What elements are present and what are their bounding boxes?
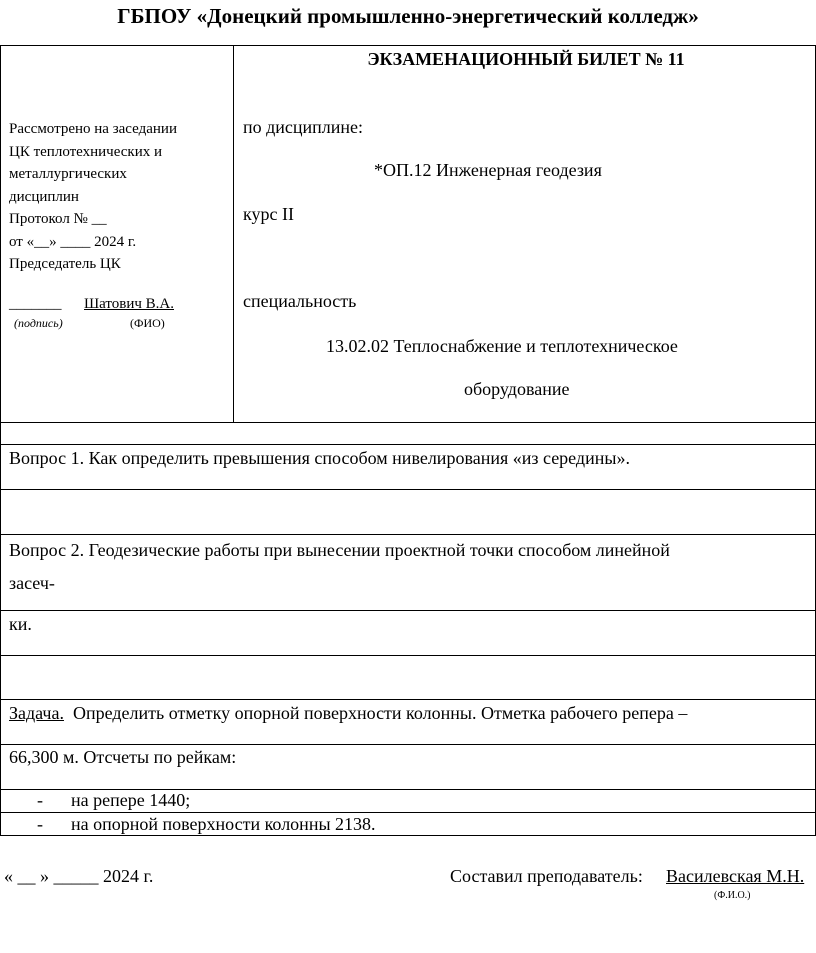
fio-caption: (ФИО) (130, 316, 165, 330)
task-continued: 66,300 м. Отсчеты по рейкам: (9, 747, 237, 767)
signature-caption: (подпись) (14, 316, 63, 330)
compiled-by-label: Составил преподаватель: (450, 866, 643, 886)
reading-benchmark: на репере 1440; (71, 790, 191, 810)
reading-column-surface: на опорной поверхности колонны 2138. (71, 814, 376, 834)
ticket-title: ЭКЗАМЕНАЦИОННЫЙ БИЛЕТ № 11 (367, 49, 685, 69)
row-divider (0, 422, 816, 423)
specialty-label: специальность (243, 291, 357, 311)
table-bottom-border (0, 835, 816, 836)
discipline-label: по дисциплине: (243, 117, 364, 137)
row-divider (0, 812, 816, 813)
row-divider (0, 744, 816, 745)
question-2-continued: засеч- (9, 573, 55, 593)
table-left-border (0, 45, 1, 835)
approval-line: ЦК теплотехнических и (9, 143, 163, 160)
row-divider (0, 534, 816, 535)
approval-line: металлургических (9, 166, 127, 182)
discipline-name: *ОП.12 Инженерная геодезия (374, 160, 602, 180)
footer-date: « __ » _____ 2024 г. (4, 866, 154, 886)
teacher-name: Василевская М.Н. (666, 866, 805, 886)
question-1: Вопрос 1. Как определить превышения способом нивелирования «из середины». (9, 448, 630, 468)
teacher-fio-caption: (Ф.И.О.) (714, 890, 751, 901)
row-divider (0, 610, 816, 611)
row-divider (0, 444, 816, 445)
bullet-dash: - (37, 814, 43, 834)
table-top-border (0, 45, 816, 46)
task (9, 703, 687, 724)
specialty-name-continued: оборудование (464, 379, 570, 399)
committee-approval-block (9, 118, 177, 276)
signature-blank: _______ (9, 296, 62, 312)
question-2-end: ки. (9, 614, 32, 634)
task-text: Определить отметку опорной поверхности колонны. Отметка рабочего репера – (63, 703, 688, 723)
approval-line: дисциплин (9, 188, 79, 205)
row-divider (0, 699, 816, 700)
chair-name: Шатович В.А. (84, 296, 174, 312)
protocol-number: Протокол № __ (9, 211, 107, 227)
task-label: Задача. (9, 703, 64, 723)
chair-label: Председатель ЦК (9, 256, 121, 272)
course: курс II (243, 204, 294, 224)
row-divider (0, 655, 816, 656)
header-column-divider (233, 45, 234, 422)
bullet-dash: - (37, 790, 43, 810)
college-title: ГБПОУ «Донецкий промышленно-энергетический колледж» (117, 4, 699, 28)
row-divider (0, 489, 816, 490)
approval-line: Рассмотрено на заседании (9, 121, 177, 137)
specialty-name: 13.02.02 Теплоснабжение и теплотехническое (326, 336, 678, 356)
protocol-date: от «__» ____ 2024 г. (9, 233, 137, 250)
question-2: Вопрос 2. Геодезические работы при вынесении проектной точки способом линейной (9, 540, 670, 560)
